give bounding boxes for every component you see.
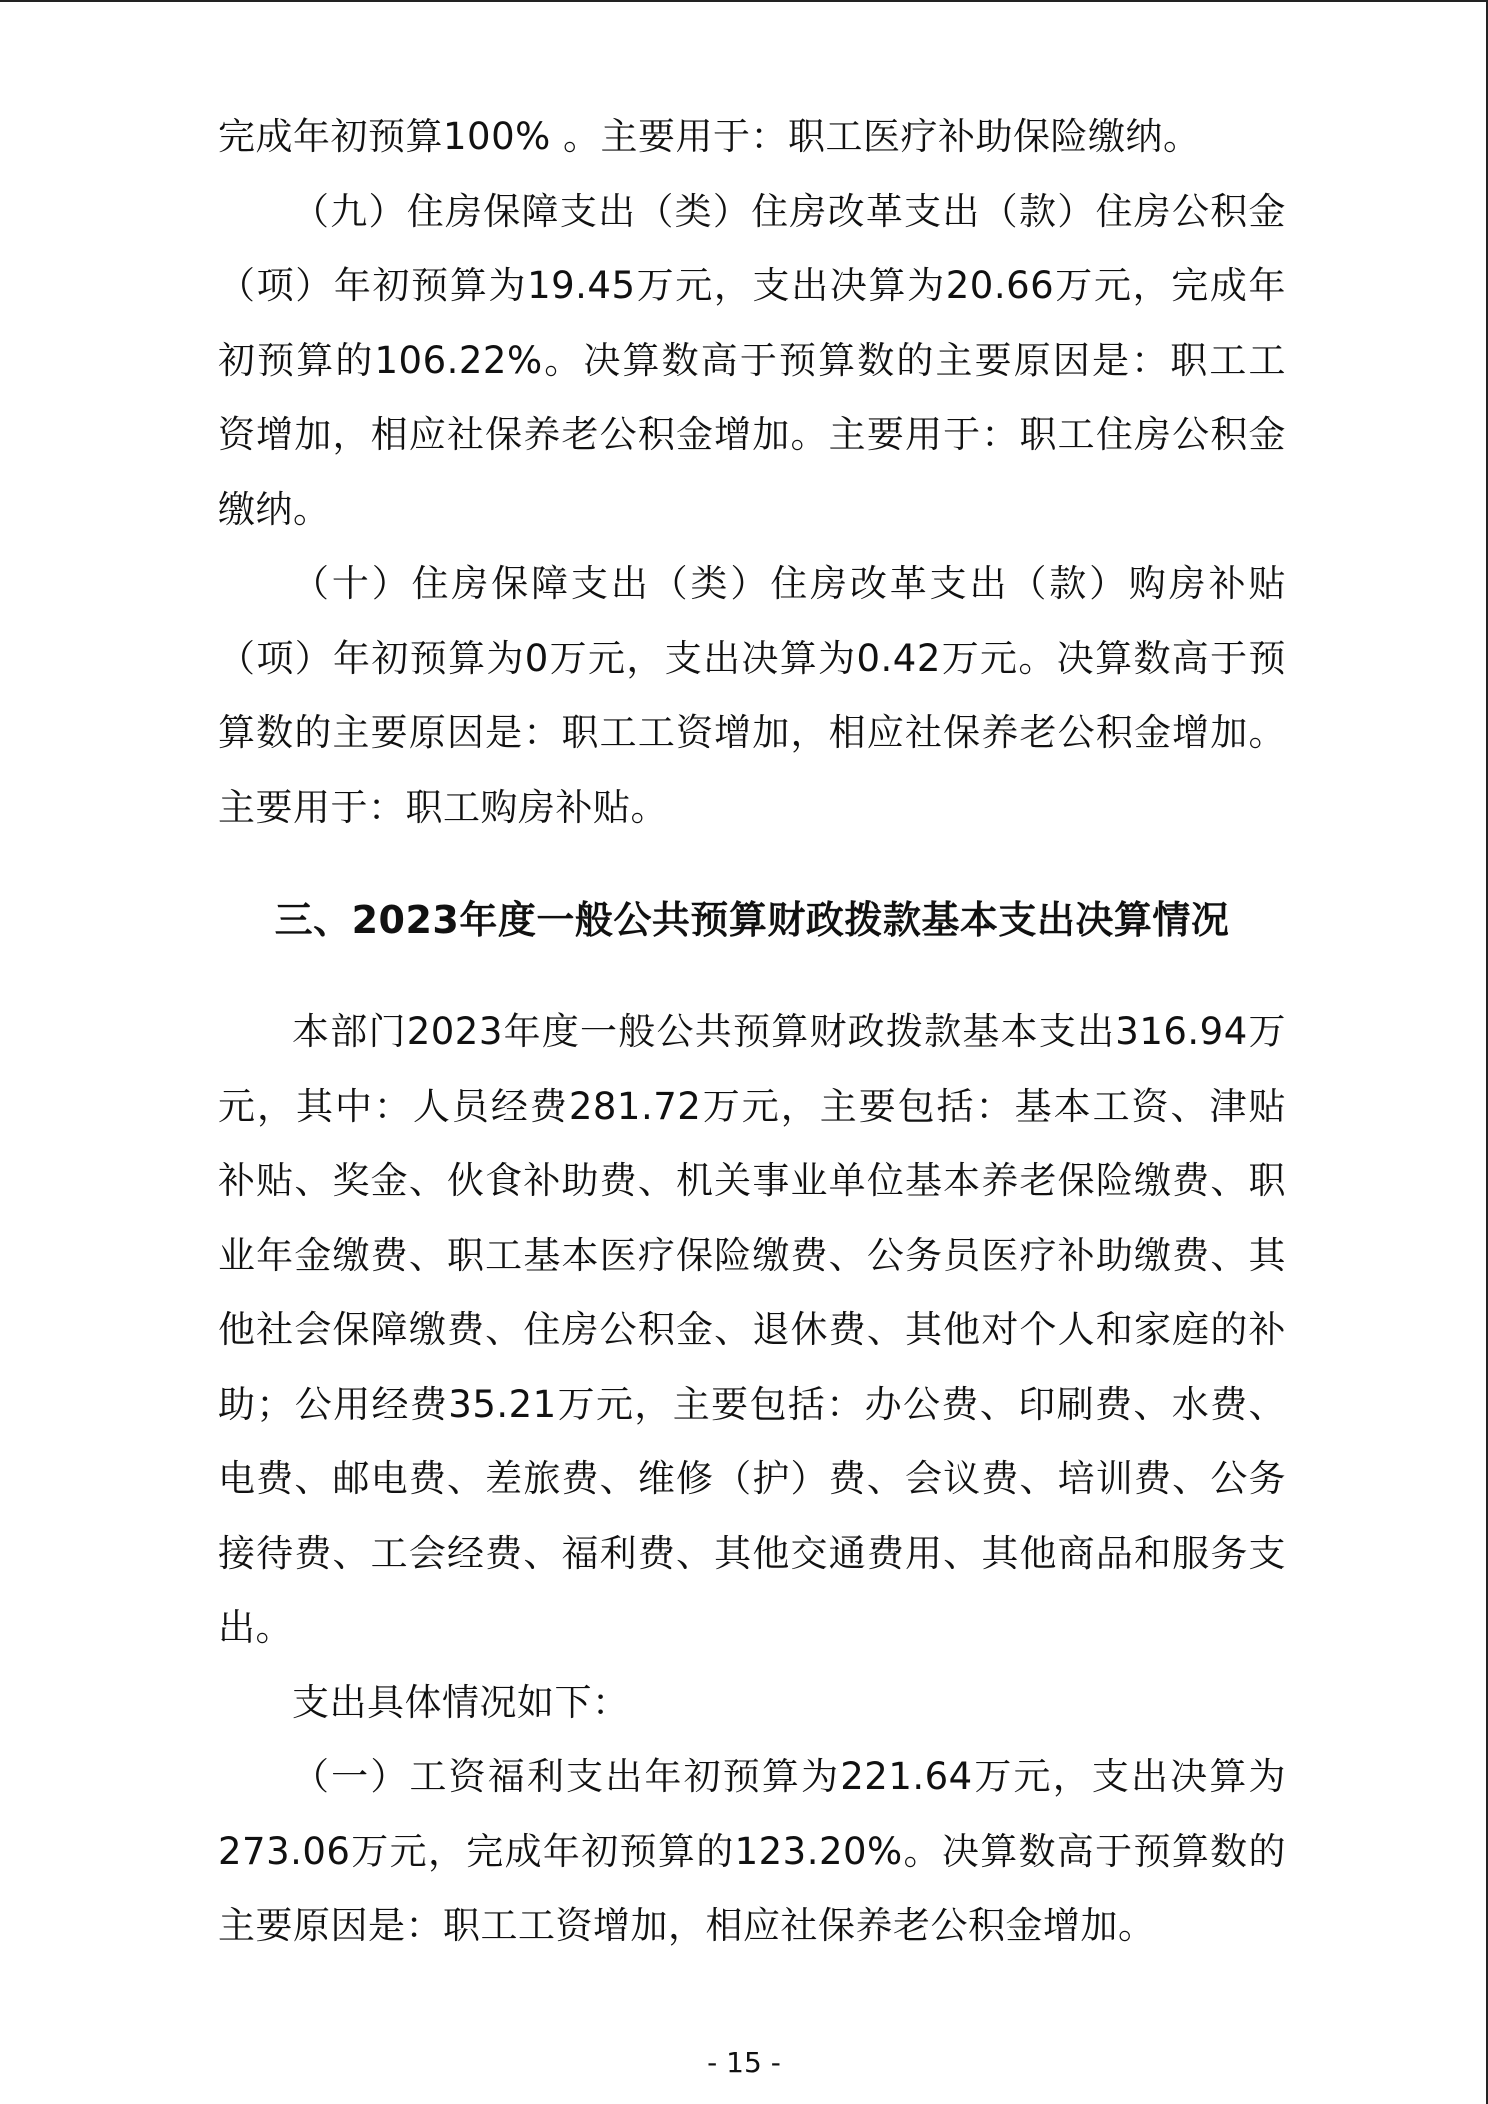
page-number: - 15 - <box>707 2046 781 2079</box>
paragraph-housing-fund: （九）住房保障支出（类）住房改革支出（款）住房公积金（项）年初预算为19.45万元，支出决算为20.66万元，完成年初预算的106.22%。决算数高于预算数的主要原因是：职工工资增加，相应社保养老公积金增加。主要用于：职工住房公积金缴纳。 <box>218 189 1286 531</box>
paragraph-continuation: 完成年初预算100% 。主要用于：职工医疗补助保险缴纳。 <box>218 115 1201 158</box>
document-body <box>218 100 1286 1964</box>
paragraph-wages-welfare: （一）工资福利支出年初预算为221.64万元，支出决算为273.06万元，完成年初预算的123.20%。决算数高于预算数的主要原因是：职工工资增加，相应社保养老公积金增加。 <box>218 1755 1286 1947</box>
section-heading: 三、2023年度一般公共预算财政拨款基本支出决算情况 <box>274 898 1230 942</box>
paragraph-details-intro: 支出具体情况如下： <box>292 1680 630 1724</box>
paragraph-basic-expenditure: 本部门2023年度一般公共预算财政拨款基本支出316.94万元，其中：人员经费281.72万元，主要包括：基本工资、津贴补贴、奖金、伙食补助费、机关事业单位基本养老保险缴费、职业年金缴费、职工基本医疗保险缴费、公务员医疗补助缴费、其他社会保障缴费、住房公积金、退休费、其他对个人和家庭的补助；公用经费35.21万元，主要包括：办公费、印刷费、水费、电费、邮电费、差旅费、维修（护）费、会议费、培训费、公务接待费、工会经费、福利费、其他交通费用、其他商品和服务支出。 <box>218 1010 1286 1649</box>
paragraph-housing-subsidy: （十）住房保障支出（类）住房改革支出（款）购房补贴（项）年初预算为0万元，支出决算为0.42万元。决算数高于预算数的主要原因是：职工工资增加，相应社保养老公积金增加。主要用于：职工购房补贴。 <box>218 562 1286 829</box>
